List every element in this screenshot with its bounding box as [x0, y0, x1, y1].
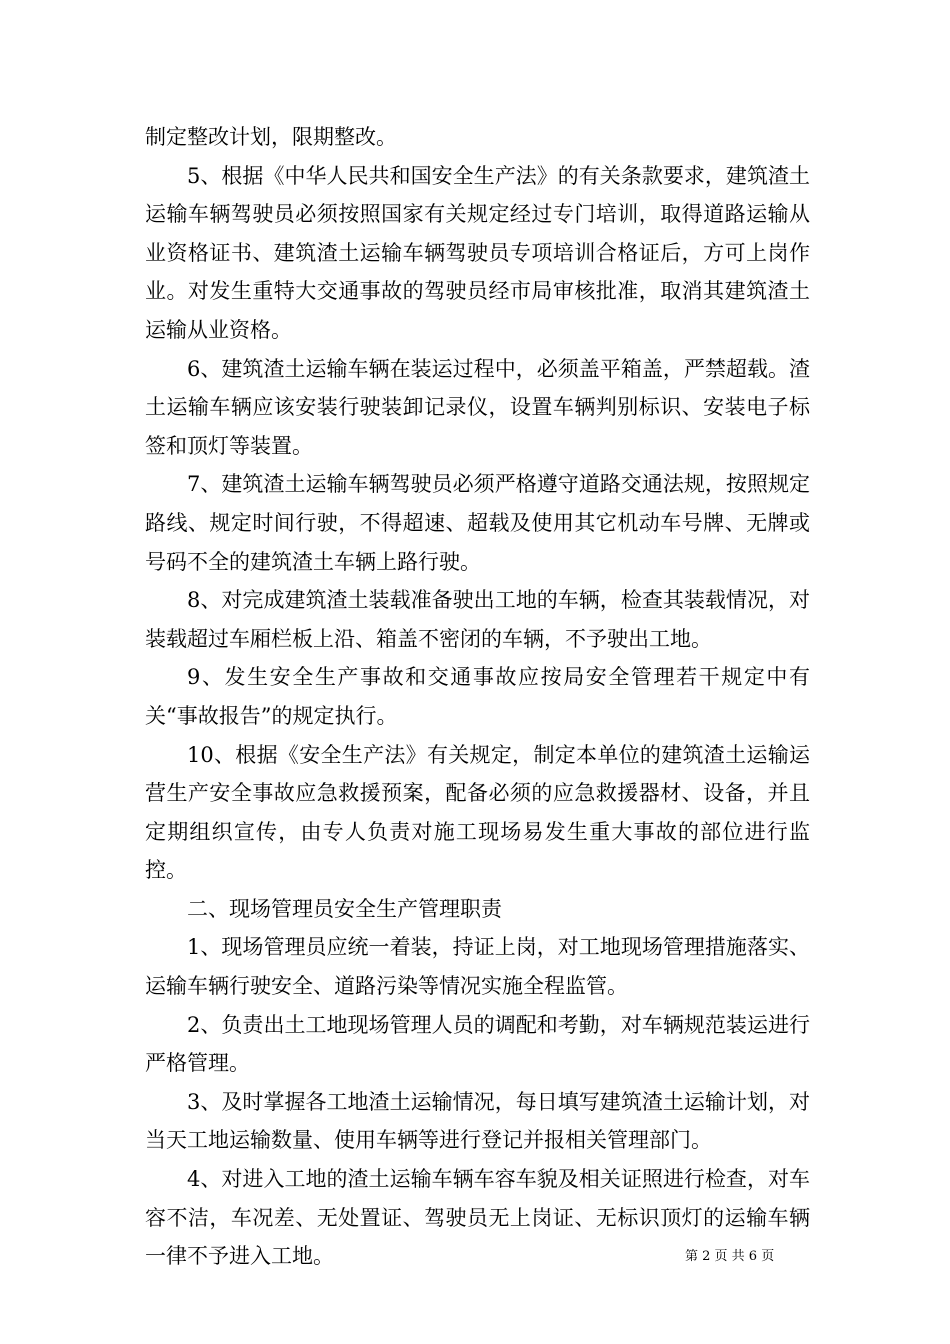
paragraph: 4、对进入工地的渣土运输车辆车容车貌及相关证照进行检查，对车容不洁，车况差、无处置证、驾驶员无上岗证、无标识顶灯的运输车辆一律不予进入工地。: [145, 1167, 810, 1269]
paragraph: 5、根据《中华人民共和国安全生产法》的有关条款要求，建筑渣土运输车辆驾驶员必须按照国家有关规定经过专门培训，取得道路运输从业资格证书、建筑渣土运输车辆驾驶员专项培训合格证后，方可上岗作业。对发生重特大交通事故的驾驶员经市局审核批准，取消其建筑渣土运输从业资格。: [145, 163, 810, 342]
document-body: [145, 118, 810, 1276]
section-heading: 二、现场管理员安全生产管理职责: [187, 896, 502, 921]
paragraph: 7、建筑渣土运输车辆驾驶员必须严格遵守道路交通法规，按照规定路线、规定时间行驶，不得超速、超载及使用其它机动车号牌、无牌或号码不全的建筑渣土车辆上路行驶。: [145, 472, 810, 574]
paragraph: 8、对完成建筑渣土装载准备驶出工地的车辆，检查其装载情况，对装载超过车厢栏板上沿、箱盖不密闭的车辆，不予驶出工地。: [145, 588, 810, 651]
paragraph: 2、负责出土工地现场管理人员的调配和考勤，对车辆规范装运进行严格管理。: [145, 1012, 810, 1076]
paragraph: 制定整改计划，限期整改。: [145, 125, 397, 149]
page-number-footer: 第 2 页 共 6 页: [685, 1249, 775, 1264]
paragraph: 9、发生安全生产事故和交通事故应按局安全管理若干规定中有关“事故报告”的规定执行。: [145, 665, 810, 728]
paragraph: 6、建筑渣土运输车辆在装运过程中，必须盖平箱盖，严禁超载。渣土运输车辆应该安装行驶装卸记录仪，设置车辆判别标识、安装电子标签和顶灯等装置。: [145, 356, 810, 458]
paragraph: 1、现场管理员应统一着装，持证上岗，对工地现场管理措施落实、运输车辆行驶安全、道路污染等情况实施全程监管。: [145, 935, 810, 999]
paragraph: 10、根据《安全生产法》有关规定，制定本单位的建筑渣土运输运营生产安全事故应急救援预案，配备必须的应急救援器材、设备，并且定期组织宣传，由专人负责对施工现场易发生重大事故的部位进行监控。: [145, 742, 810, 883]
paragraph: 3、及时掌握各工地渣土运输情况，每日填写建筑渣土运输计划，对当天工地运输数量、使用车辆等进行登记并报相关管理部门。: [145, 1089, 810, 1153]
